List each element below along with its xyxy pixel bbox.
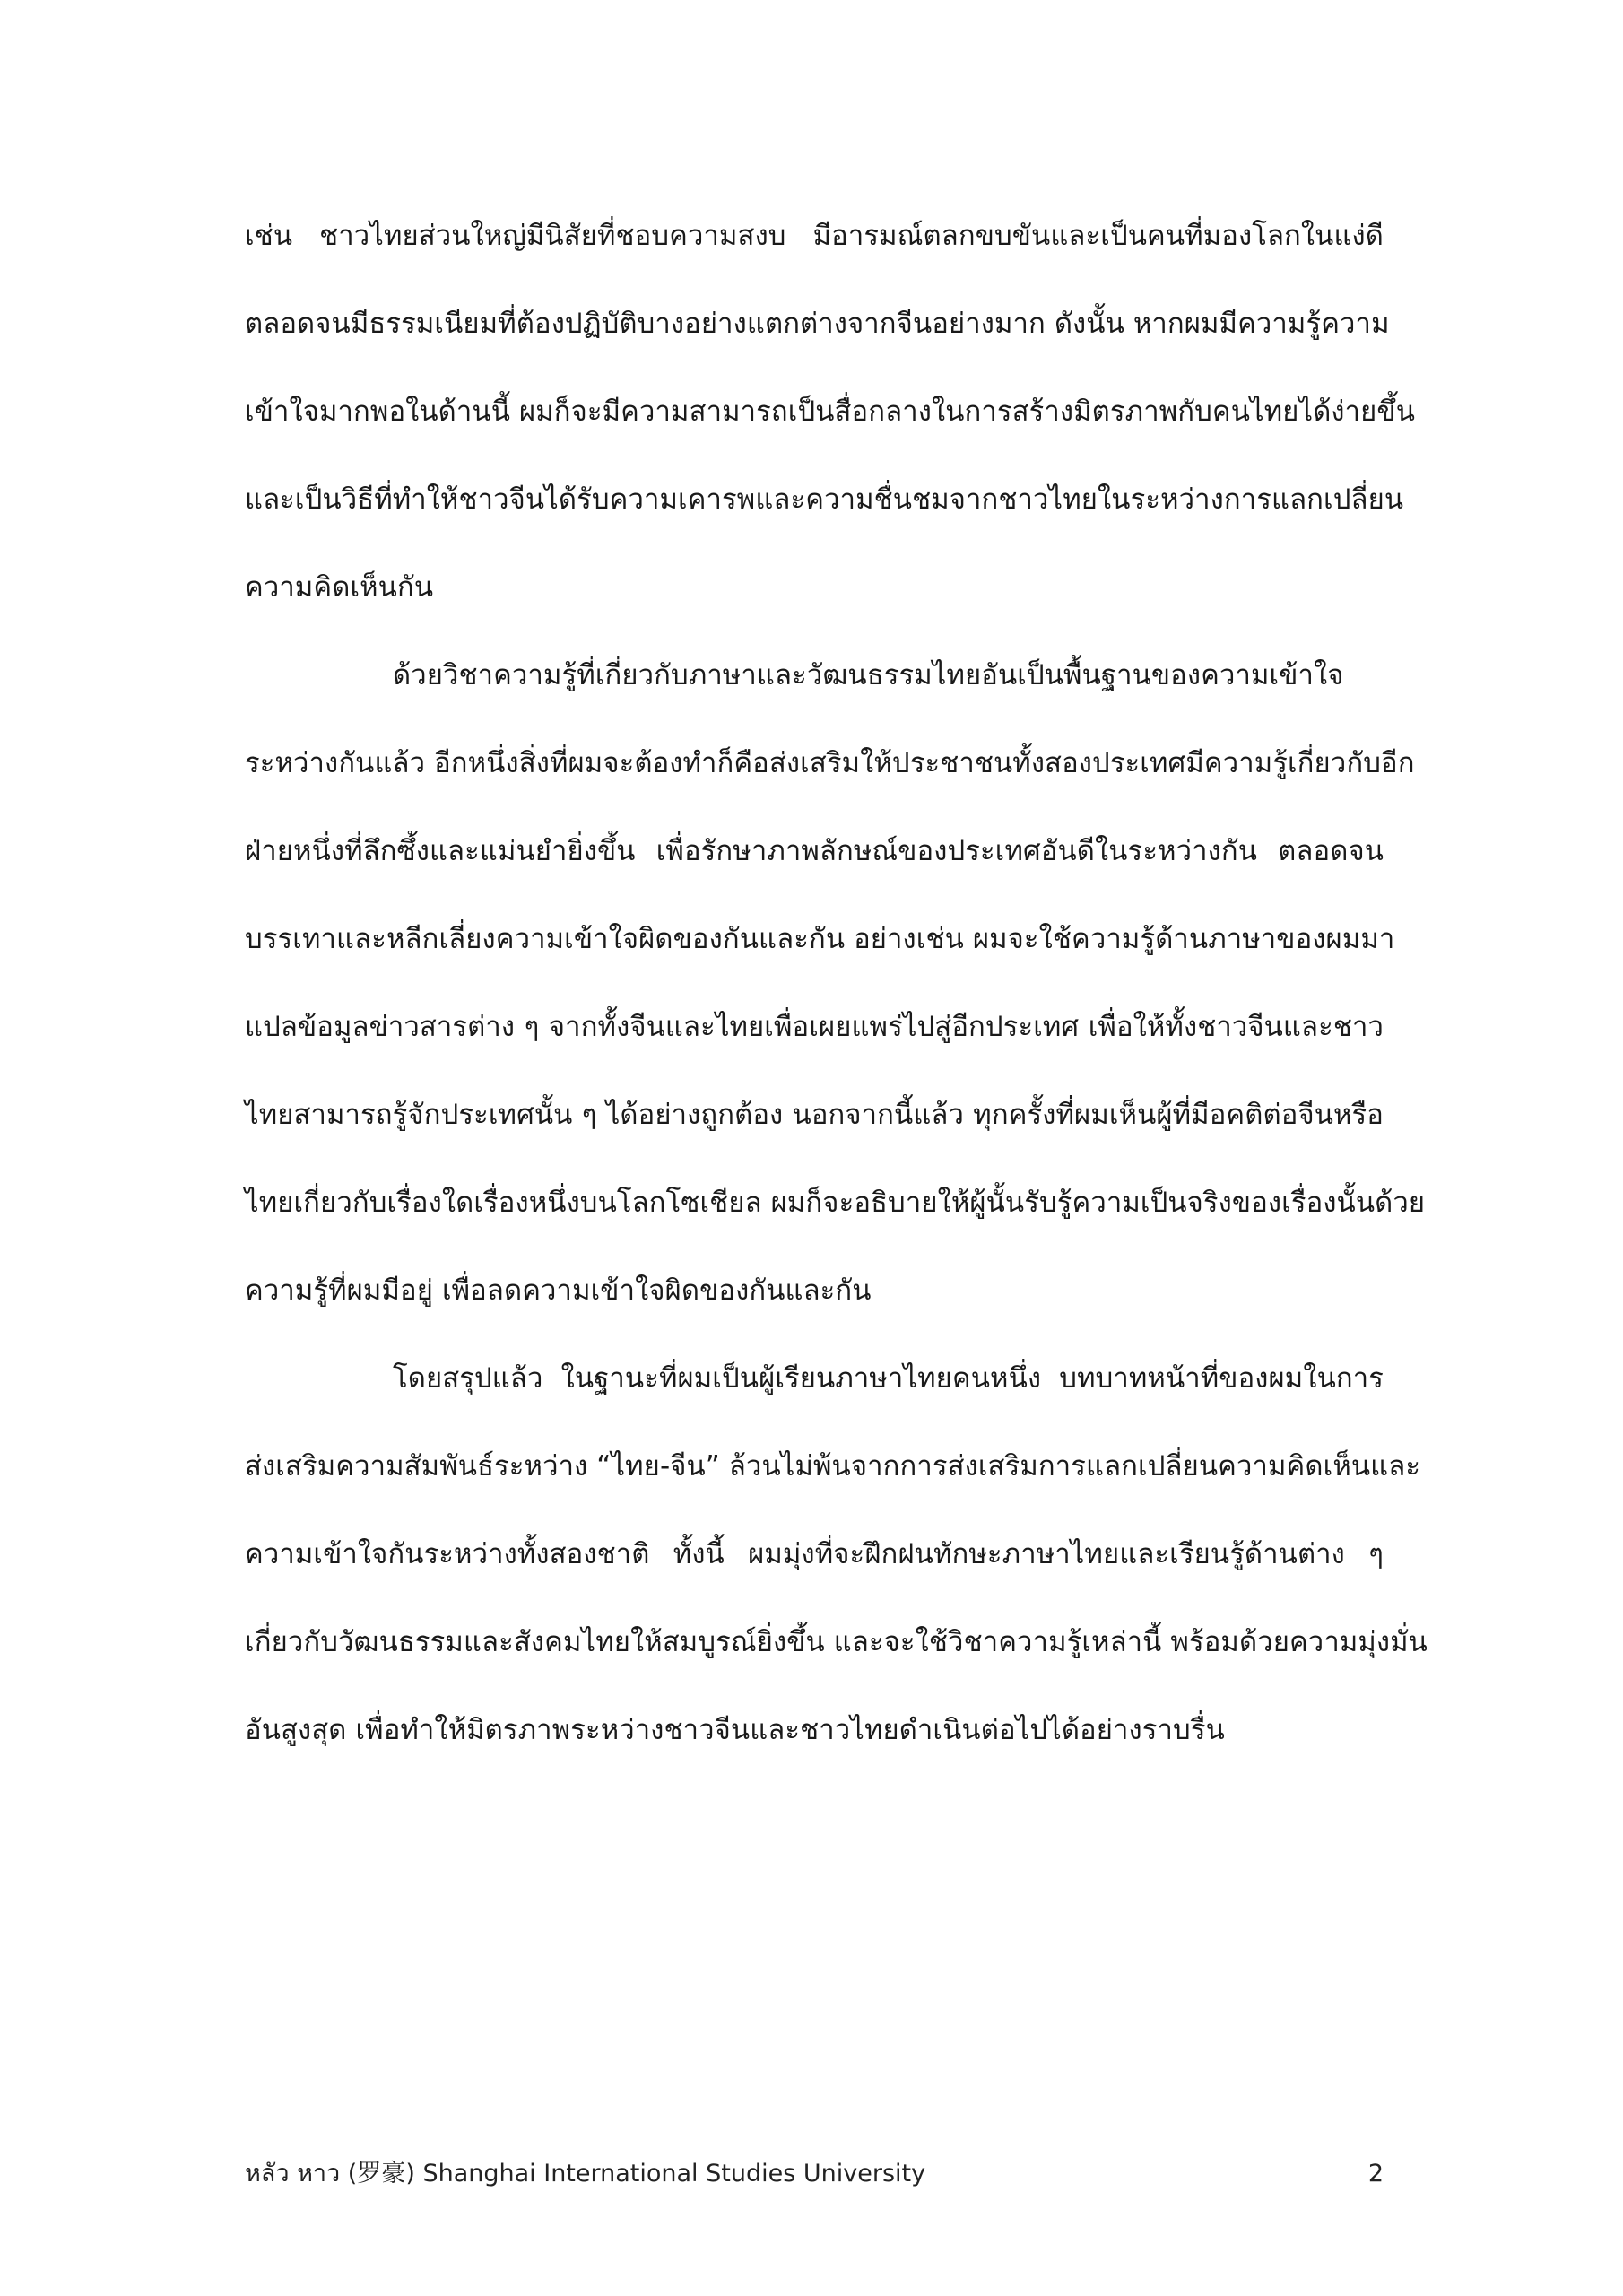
footer-author: หลัว หาว (罗豪) Shanghai International Studies University	[245, 2160, 926, 2187]
paragraph-3-line-4: เกี่ยวกับวัฒนธรรมและสังคมไทยให้สมบูรณ์ยิ่งขึ้น และจะใช้วิชาความรู้เหล่านี้ พร้อมด้วยความมุ่งมั่น	[245, 1626, 1428, 1658]
paragraph-2-line-6: ไทยสามารถรู้จักประเทศนั้น ๆ ได้อย่างถูกต้อง นอกจากนี้แล้ว ทุกครั้งที่ผมเห็นผู้ที่มีอคติต่อจีนหรือ	[245, 1099, 1384, 1131]
paragraph-3-line-5: อันสูงสุด เพื่อทำให้มิตรภาพระหว่างชาวจีนและชาวไทยดำเนินต่อไปได้อย่างราบรื่น	[245, 1714, 1225, 1746]
paragraph-1-line-1: เช่น ชาวไทยส่วนใหญ่มีนิสัยที่ชอบความสงบ มีอารมณ์ตลกขบขันและเป็นคนที่มองโลกในแง่ดี	[245, 220, 1384, 252]
paragraph-2-line-5: แปลข้อมูลข่าวสารต่าง ๆ จากทั้งจีนและไทยเพื่อเผยแพร่ไปสู่อีกประเทศ เพื่อให้ทั้งชาวจีนและชาว	[245, 1011, 1384, 1043]
paragraph-2-line-4: บรรเทาและหลีกเลี่ยงความเข้าใจผิดของกันและกัน อย่างเช่น ผมจะใช้ความรู้ด้านภาษาของผมมา	[245, 923, 1395, 955]
paragraph-1-line-2: ตลอดจนมีธรรมเนียมที่ต้องปฏิบัติบางอย่างแตกต่างจากจีนอย่างมาก ดังนั้น หากผมมีความรู้ความ	[245, 308, 1390, 340]
paragraph-3-line-2: ส่งเสริมความสัมพันธ์ระหว่าง “ไทย-จีน” ล้วนไม่พ้นจากการส่งเสริมการแลกเปลี่ยนความคิดเห็นและ	[245, 1450, 1421, 1483]
paragraph-2-line-3: ฝ่ายหนึ่งที่ลึกซึ้งและแม่นยำยิ่งขึ้น เพื่อรักษาภาพลักษณ์ของประเทศอันดีในระหว่างกัน ตลอดจน	[245, 835, 1384, 867]
paragraph-2-line-2: ระหว่างกันแล้ว อีกหนึ่งสิ่งที่ผมจะต้องทำก็คือส่งเสริมให้ประชาชนทั้งสองประเทศมีความรู้เกี่ยวกับอีก	[245, 747, 1415, 779]
paragraph-1-line-5: ความคิดเห็นกัน	[245, 571, 434, 604]
paragraph-2-line-7: ไทยเกี่ยวกับเรื่องใดเรื่องหนึ่งบนโลกโซเชียล ผมก็จะอธิบายให้ผู้นั้นรับรู้ความเป็นจริงของเรื่องนั้นด้วย	[245, 1187, 1426, 1219]
paragraph-3-line-1: โดยสรุปแล้ว ในฐานะที่ผมเป็นผู้เรียนภาษาไทยคนหนึ่ง บทบาทหน้าที่ของผมในการ	[393, 1362, 1384, 1395]
paragraph-1-line-3: เข้าใจมากพอในด้านนี้ ผมก็จะมีความสามารถเป็นสื่อกลางในการสร้างมิตรภาพกับคนไทยได้ง่ายขึ้น	[245, 396, 1416, 428]
paragraph-1-line-4: และเป็นวิธีที่ทำให้ชาวจีนได้รับความเคารพและความชื่นชมจากชาวไทยในระหว่างการแลกเปลี่ยน	[245, 483, 1404, 516]
page-number: 2	[1367, 2160, 1384, 2187]
paragraph-2-line-8: ความรู้ที่ผมมีอยู่ เพื่อลดความเข้าใจผิดของกันและกัน	[245, 1274, 872, 1307]
paragraph-3-line-3: ความเข้าใจกันระหว่างทั้งสองชาติ ทั้งนี้ ผมมุ่งที่จะฝึกฝนทักษะภาษาไทยและเรียนรู้ด้านต่าง ๆ	[245, 1538, 1384, 1570]
page-footer	[245, 2154, 1384, 2194]
paragraph-2-line-1: ด้วยวิชาความรู้ที่เกี่ยวกับภาษาและวัฒนธรรมไทยอันเป็นพื้นฐานของความเข้าใจ	[393, 659, 1344, 691]
